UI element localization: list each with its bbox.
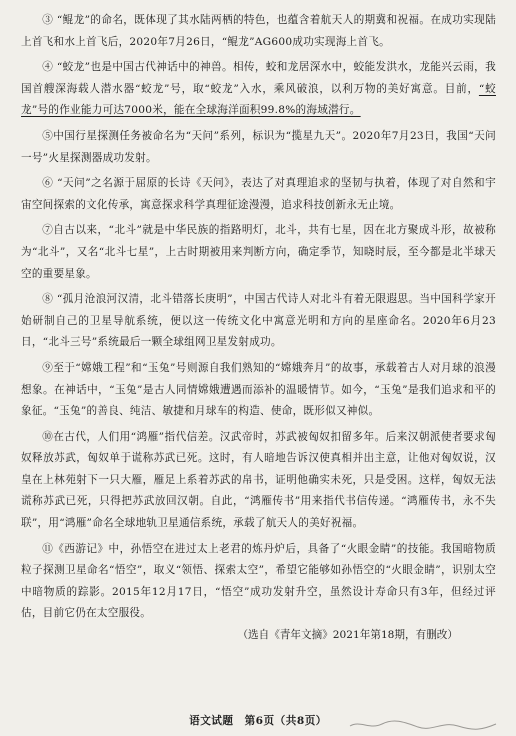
paragraph-11 — [21, 539, 496, 625]
paragraph-text: ⑧ “孤月沧浪河汉清，北斗错落长庚明”，中国古代诗人对北斗有着无限遐思。当中国科学家开始研制自己的卫星导航系统，便以这一传统文化中寓意光明和方向的星座命名。2020年6月23日，“北斗三号”系统最后一颗全球组网卫星发射成功。 — [21, 293, 496, 349]
source-citation: （选自《青年文摘》2021年第18期，有删改） — [237, 629, 458, 642]
paragraph-text: ④ “蛟龙”也是中国古代神话中的神兽。相传，蛟和龙居深水中，蛟能发洪水，龙能兴云雨，我国首艘深海载人潜水器“蛟龙”号，取“蛟龙”入水，乘风破浪，以利万物的美好寓意。目前， — [21, 61, 496, 95]
paragraph-text: ⑨至于“嫦娥工程”和“玉兔”号则源自我们熟知的“嫦娥奔月”的故事，承载着古人对月球的浪漫想象。在神话中，“玉兔”是古人同情嫦娥遭遇而添补的温暖情节。如今，“玉兔”是我们追求和平的象征。“玉兔”的善良、纯洁、敏捷和月球车的构造、使命，既形似又神似。 — [21, 361, 496, 418]
paragraph-7 — [21, 220, 496, 285]
paragraph-text: ⑩在古代，人们用“鸿雁”指代信差。汉武帝时，苏武被匈奴扣留多年。后来汉朝派使者要求匈奴释放苏武，匈奴单于谎称苏武已死。这时，有人暗地告诉汉使真相并出主意，让他对匈奴说，汉皇在上林苑射下一只大雁，雁足上系着苏武的帛书，证明他确实未死，只是受困。这样，匈奴无法谎称苏武已死，只得把苏武放回汉朝。自此，“鸿雁传书”用来指代书信传递。“鸿雁传书，永不失联”，用“鸿雁”命名全球地轨卫星通信系统，承载了航天人的美好祝福。 — [21, 430, 496, 530]
underlined-sentence: “蛟龙”号的作业能力可达7000米，能在全球海洋面积99.8%的海域潜行。 — [21, 82, 496, 117]
paragraph-text: ⑦自古以来，“北斗”就是中华民族的指路明灯，北斗，共有七星，因在北方聚成斗形，故被称为“北斗”，又名“北斗七星”，上古时期被用来判断方向，确定季节，知晓时辰，至今都是北半球天空的重要星象。 — [21, 224, 496, 280]
paragraph-5 — [21, 126, 496, 169]
paragraph-3 — [21, 10, 496, 53]
scribble-marks — [348, 718, 498, 732]
page-footer: 语文试题 第6页（共8页） — [189, 715, 327, 727]
paragraph-6 — [21, 173, 496, 216]
paragraph-text: ⑪《西游记》中，孙悟空在进过太上老君的炼丹炉后，具备了“火眼金睛”的技能。我国暗物质粒子探测卫星命名“悟空”，取义“领悟、探索太空”，希望它能够如孙悟空的“火眼金睛”，识别太空中暗物质的踪影。2015年12月17日，“悟空”成功发射升空，虽然设计寿命只有3年，但经过评估，目前它仍在太空服役。 — [21, 542, 496, 620]
paragraph-text: ⑤中国行星探测任务被命名为“天问”系列，标识为“揽星九天”。2020年7月23日，我国“天问一号”火星探测器成功发射。 — [21, 129, 496, 164]
paragraph-text: ⑥ “天问”之名源于屈原的长诗《天问》，表达了对真理追求的坚韧与执着，体现了对自然和宇宙空间探索的文化传承，寓意探求科学真理征途漫漫，追求科技创新永无止境。 — [21, 177, 496, 211]
paragraph-8 — [21, 289, 496, 354]
paragraph-4 — [21, 57, 496, 122]
paragraph-10 — [21, 427, 496, 535]
paragraph-text: ③ “鲲龙”的命名，既体现了其水陆两栖的特色，也蕴含着航天人的期冀和祝福。在成功实现陆上首飞和水上首飞后，2020年7月26日，“鲲龙”AG600成功实现海上首飞。 — [21, 14, 496, 48]
paragraph-9 — [21, 358, 496, 423]
